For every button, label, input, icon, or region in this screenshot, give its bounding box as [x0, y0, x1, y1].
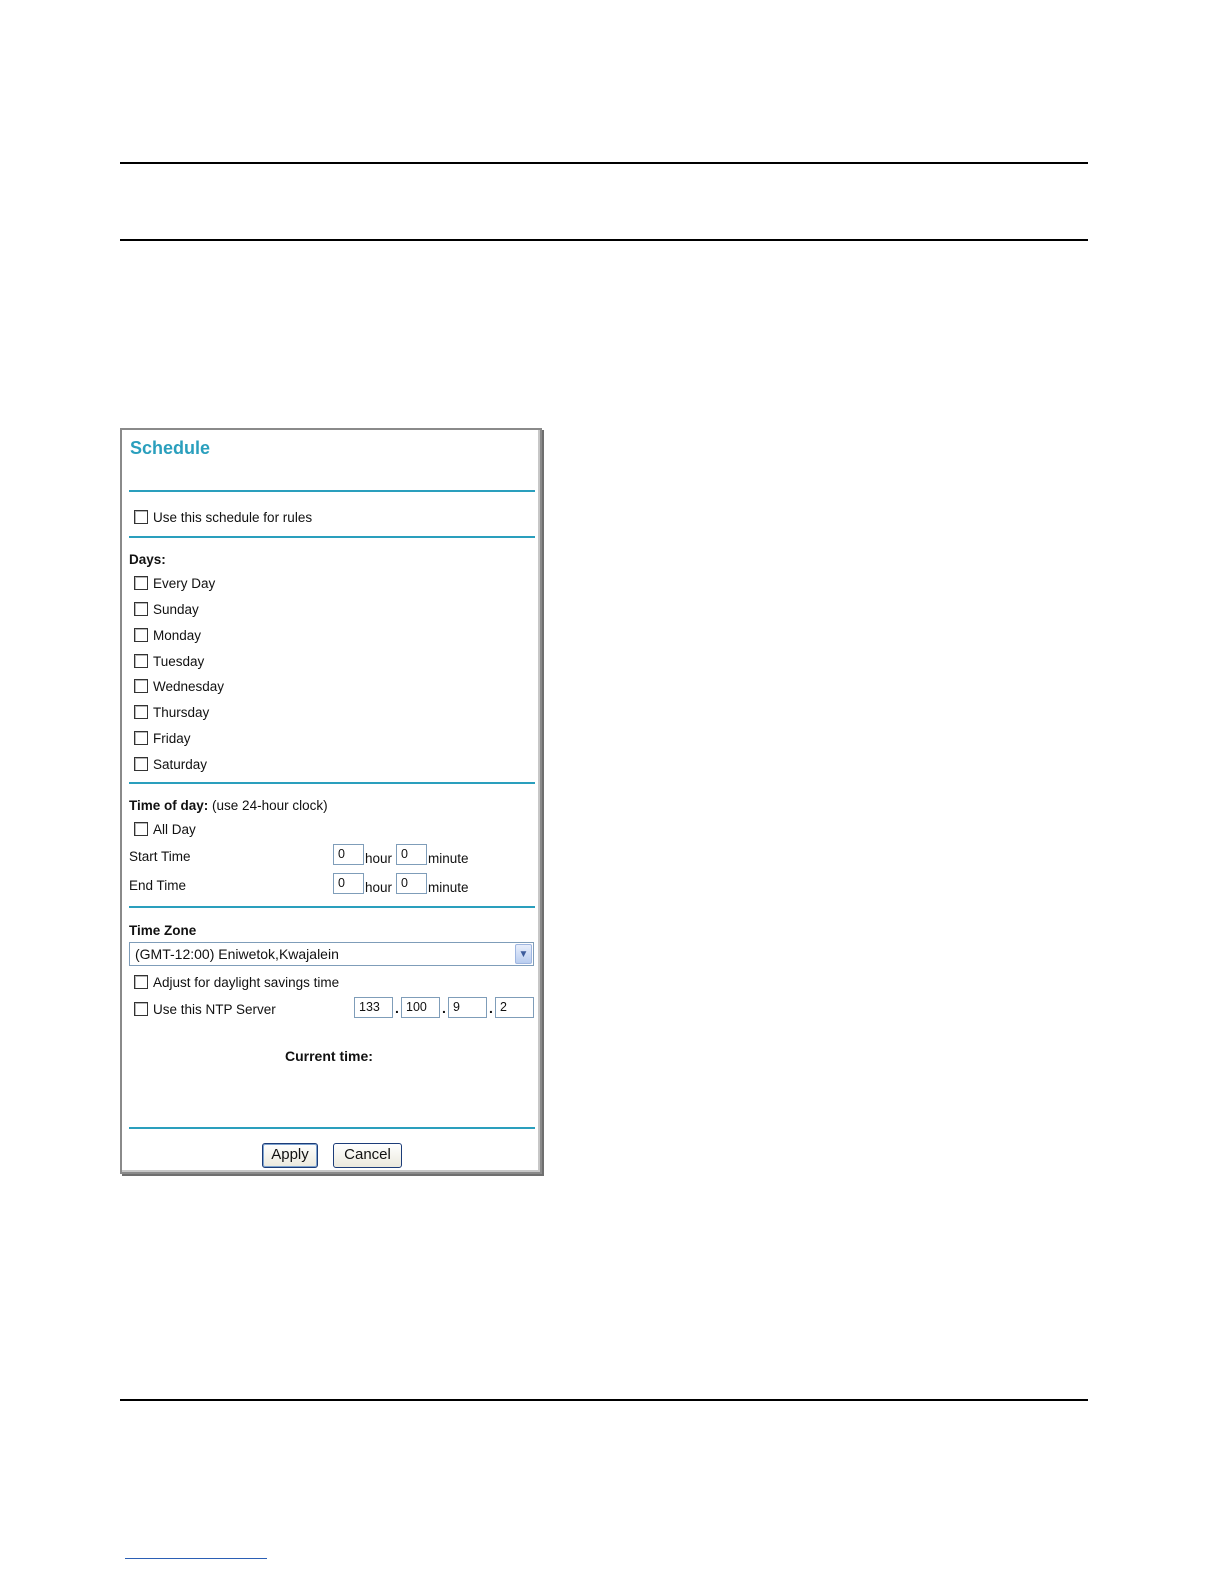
time-of-day-hint: (use 24-hour clock)	[212, 798, 328, 813]
day-label: Monday	[153, 627, 202, 643]
day-label: Thursday	[153, 704, 210, 720]
use-schedule-checkbox[interactable]	[134, 510, 148, 524]
ntp-dot: .	[489, 1000, 493, 1016]
day-option-every-day[interactable]	[134, 573, 215, 593]
ntp-option[interactable]	[134, 999, 276, 1019]
every-day-checkbox[interactable]	[134, 576, 148, 590]
start-time-label: Start Time	[129, 849, 191, 864]
end-time-label: End Time	[129, 878, 187, 893]
day-label: Sunday	[153, 601, 199, 617]
all-day-option[interactable]	[134, 819, 196, 839]
ntp-dot: .	[395, 1000, 399, 1016]
start-minute-input[interactable]: 0	[396, 844, 427, 865]
day-option-thursday[interactable]	[134, 702, 209, 722]
daylight-option[interactable]	[134, 972, 339, 992]
time-of-day-heading	[129, 798, 328, 813]
all-day-checkbox[interactable]	[134, 822, 148, 836]
end-hour-input[interactable]: 0	[333, 873, 364, 894]
end-minute-unit: minute	[428, 880, 469, 895]
start-hour-input[interactable]: 0	[333, 844, 364, 865]
ntp-octet-4-input[interactable]: 2	[495, 997, 534, 1018]
separator	[129, 906, 535, 908]
monday-checkbox[interactable]	[134, 628, 148, 642]
header-rule-bottom	[120, 239, 1088, 241]
tuesday-checkbox[interactable]	[134, 654, 148, 668]
day-label: Friday	[153, 730, 191, 746]
time-of-day-label: Time of day:	[129, 798, 209, 813]
all-day-label: All Day	[153, 821, 196, 837]
time-zone-select[interactable]	[129, 942, 534, 966]
sunday-checkbox[interactable]	[134, 602, 148, 616]
footer-rule	[120, 1399, 1088, 1401]
day-option-wednesday[interactable]	[134, 676, 224, 696]
day-option-friday[interactable]	[134, 728, 191, 748]
apply-button[interactable]: Apply	[262, 1143, 318, 1168]
schedule-panel	[120, 428, 542, 1174]
day-label: Saturday	[153, 756, 208, 772]
wednesday-checkbox[interactable]	[134, 679, 148, 693]
day-label: Tuesday	[153, 653, 205, 669]
saturday-checkbox[interactable]	[134, 757, 148, 771]
day-label: Every Day	[153, 575, 216, 591]
ntp-checkbox[interactable]	[134, 1002, 148, 1016]
ntp-dot: .	[442, 1000, 446, 1016]
ntp-label: Use this NTP Server	[153, 1001, 276, 1017]
thursday-checkbox[interactable]	[134, 705, 148, 719]
separator	[129, 490, 535, 492]
day-option-saturday[interactable]	[134, 754, 207, 774]
day-label: Wednesday	[153, 678, 225, 694]
daylight-label: Adjust for daylight savings time	[153, 974, 340, 990]
start-hour-unit: hour	[365, 851, 393, 866]
cancel-button[interactable]: Cancel	[333, 1143, 402, 1168]
use-schedule-option[interactable]	[134, 507, 312, 527]
chevron-down-icon[interactable]: ▼	[515, 944, 532, 964]
end-minute-input[interactable]: 0	[396, 873, 427, 894]
header-rule-top	[120, 162, 1088, 164]
days-heading: Days:	[129, 552, 166, 567]
day-option-tuesday[interactable]	[134, 651, 204, 671]
ntp-octet-1-input[interactable]: 133	[354, 997, 393, 1018]
start-minute-unit: minute	[428, 851, 469, 866]
panel-title: Schedule	[130, 438, 211, 458]
ntp-octet-3-input[interactable]: 9	[448, 997, 487, 1018]
ntp-octet-2-input[interactable]: 100	[401, 997, 440, 1018]
separator	[129, 782, 535, 784]
daylight-checkbox[interactable]	[134, 975, 148, 989]
separator	[129, 536, 535, 538]
footnote-link-underline	[125, 1558, 267, 1559]
use-schedule-label: Use this schedule for rules	[153, 509, 313, 525]
time-zone-heading: Time Zone	[129, 923, 197, 938]
day-option-monday[interactable]	[134, 625, 201, 645]
end-hour-unit: hour	[365, 880, 393, 895]
current-time-label: Current time:	[285, 1048, 373, 1064]
friday-checkbox[interactable]	[134, 731, 148, 745]
day-option-sunday[interactable]	[134, 599, 199, 619]
time-zone-value: (GMT-12:00) Eniwetok,Kwajalein	[135, 946, 339, 962]
separator	[129, 1127, 535, 1129]
